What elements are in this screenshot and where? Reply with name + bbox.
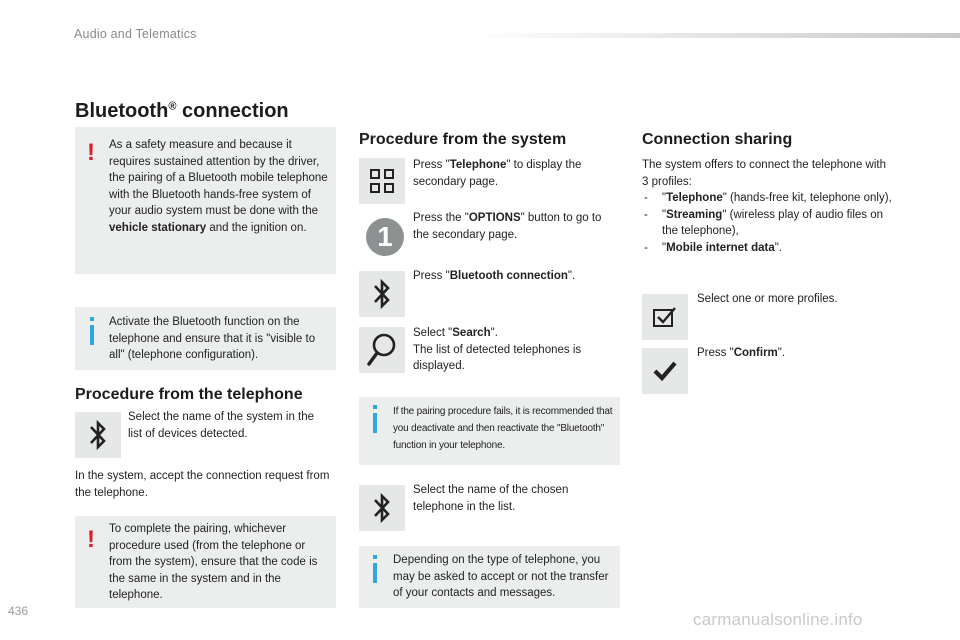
watermark: carmanualsonline.info — [693, 610, 863, 629]
bluetooth-icon — [359, 271, 405, 317]
step-badge: 1 — [366, 218, 404, 256]
warning-icon: ! — [87, 139, 95, 166]
accept-request-text: In the system, accept the connection request from the telephone. — [75, 470, 330, 499]
bluetooth-icon — [75, 412, 121, 458]
step-bluetooth-connection-text: Press "Bluetooth connection". — [413, 270, 576, 282]
profiles-list — [642, 190, 892, 256]
info-icon — [373, 563, 377, 583]
page-title: Bluetooth® connection — [75, 100, 289, 122]
safety-warning-box — [75, 127, 336, 274]
list-item: - "Mobile internet data". — [642, 240, 892, 257]
chapter-title: Audio and Telematics — [74, 27, 197, 41]
pairing-fail-info-text: If the pairing procedure fails, it is recommended that you deactivate and then reactivate the "Bluetooth" function in your telephone. — [393, 406, 613, 451]
select-telephone-text: Select the name of the chosen telephone in the list. — [413, 484, 569, 513]
select-system-text: Select the name of the system in the list of devices detected. — [128, 411, 315, 440]
confirm-text: Press "Confirm". — [697, 347, 786, 359]
phone-procedure-title: Procedure from the telephone — [75, 386, 303, 403]
check-icon — [642, 348, 688, 394]
step-options-text: Press the "OPTIONS" button to go to the secondary page. — [413, 212, 602, 241]
warning-icon: ! — [87, 526, 95, 553]
safety-warning-text: As a safety measure and because it requires sustained attention by the driver, the pairing of a Bluetooth mobile telephone with the Bluetooth hands-free system of your audio system must be done with the vehicle stationary and the ignition on. — [109, 139, 328, 234]
bluetooth-icon — [359, 485, 405, 531]
activate-info-box — [75, 307, 336, 370]
list-item: - "Streaming" (wireless play of audio files on the telephone), — [642, 207, 892, 240]
step-search-text: Select "Search". The list of detected telephones is displayed. — [413, 327, 582, 372]
activate-info-text: Activate the Bluetooth function on the telephone and ensure that it is "visible to all" (telephone configuration). — [109, 316, 316, 361]
search-icon — [359, 327, 405, 373]
code-warning-text: To complete the pairing, whichever procedure used (from the telephone or from the system), ensure that the code is the same in the system and in the telephone. — [109, 523, 318, 601]
connection-sharing-title: Connection sharing — [642, 131, 793, 148]
grid-icon — [359, 158, 405, 204]
info-icon — [373, 413, 377, 433]
transfer-info-box — [359, 546, 620, 608]
profiles-text: The system offers to connect the telephone with 3 profiles: - "Telephone" (hands-free kit, telephone only), - "Streaming" (wireless play of audio files on the telephone), - "Mobile internet data". — [642, 157, 892, 256]
checkbox-icon — [642, 294, 688, 340]
page-number: 436 — [8, 604, 29, 618]
system-procedure-title: Procedure from the system — [359, 131, 567, 148]
code-warning-box — [75, 516, 336, 608]
list-item: - "Telephone" (hands-free kit, telephone only), — [642, 190, 892, 207]
step-telephone-text: Press "Telephone" to display the secondary page. — [413, 159, 582, 188]
select-profiles-text: Select one or more profiles. — [697, 293, 838, 305]
header-bar — [470, 33, 960, 38]
pairing-fail-info-box — [359, 397, 620, 465]
transfer-info-text: Depending on the type of telephone, you may be asked to accept or not the transfer of your contacts and messages. — [393, 554, 609, 599]
info-icon — [90, 325, 94, 345]
